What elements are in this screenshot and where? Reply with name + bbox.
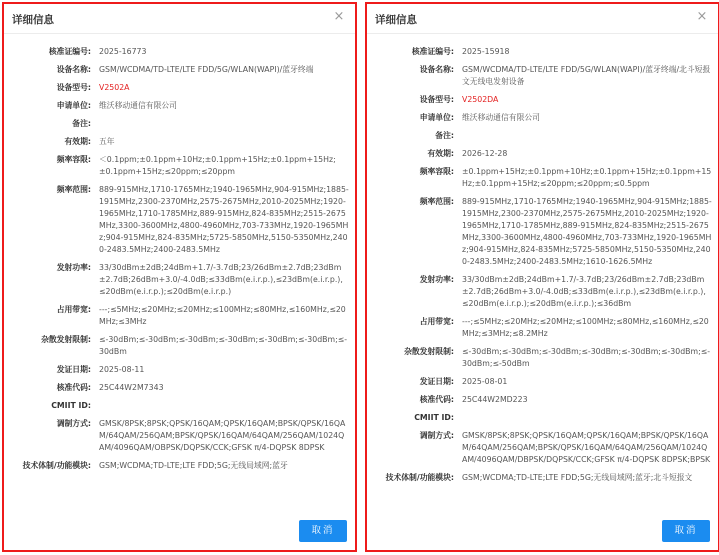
field-label: CMIIT ID: [51, 401, 91, 410]
detail-row [367, 148, 718, 160]
dialog-footer [367, 512, 718, 550]
detail-row [367, 346, 718, 370]
detail-row [367, 94, 718, 106]
dialog-title: 详细信息 [375, 14, 417, 26]
field-label: 技术体制/功能模块: [385, 473, 454, 482]
field-value: 889-915MHz,1710-1765MHz;1940-1965MHz,904-915MHz;1885-1915MHz,2300-2370MHz,2575-2675MHz,2010-2025MHz;1920-1965MHz,1710-1785MHz,889-915MHz,824-835MHz;2515-2675MHz,3300-3600MHz,4800-4960MHz,703-733MHz,1920-1965MHz;904-915MHz,824-835MHz;5725-5850MHz,5150-5350MHz,2400-2483.5MHz;2400-2483.5MHz;1610-1626.5MHz [462, 197, 712, 266]
field-label: 发射功率: [419, 275, 454, 284]
detail-row [4, 100, 355, 112]
detail-row [367, 472, 718, 484]
field-value: GSM/WCDMA/TD-LTE/LTE FDD/5G/WLAN(WAPI)/蓝牙终端/北斗短报文无线电发射设备 [462, 65, 711, 86]
detail-row [4, 382, 355, 394]
detail-row [367, 196, 718, 268]
field-label: 杂散发射限制: [41, 335, 91, 344]
field-value: ＜0.1ppm;±0.1ppm+10Hz;±0.1ppm+15Hz;±0.1ppm+15Hz;±0.1ppm+15Hz;≤20ppm;≤20ppm [99, 155, 336, 176]
field-label: 调制方式: [419, 431, 454, 440]
field-label: 申请单位: [419, 113, 454, 122]
field-label: 备注: [435, 131, 454, 140]
field-label: 发证日期: [419, 377, 454, 386]
field-label: 发证日期: [56, 365, 91, 374]
cancel-button[interactable]: 取消 [662, 520, 710, 542]
detail-row [367, 274, 718, 310]
field-label: 设备名称: [56, 65, 91, 74]
detail-rows [367, 46, 718, 490]
field-value: 维沃移动通信有限公司 [462, 113, 540, 122]
field-value: GMSK/8PSK;8PSK;QPSK/16QAM;QPSK/16QAM;BPSK/QPSK/16QAM/64QAM/256QAM;BPSK/QPSK/16QAM/64QAM/256QAM/1024QAM/4096QAM/DBPSK/DQPSK/CCK;GFSK π/4-DQPSK 8DPSK;BPSK [462, 431, 711, 464]
detail-row [367, 412, 718, 424]
detail-row [4, 64, 355, 76]
detail-row [4, 334, 355, 358]
field-label: 核准代码: [56, 383, 91, 392]
field-value: 2025-08-01 [462, 377, 508, 386]
detail-row [367, 130, 718, 142]
detail-row [4, 262, 355, 298]
field-value: V2502DA [462, 95, 499, 104]
field-label: 频率容限: [419, 167, 454, 176]
detail-row [4, 118, 355, 130]
field-value: 2025-08-11 [99, 365, 145, 374]
field-label: 有效期: [427, 149, 454, 158]
cancel-button[interactable]: 取消 [299, 520, 347, 542]
detail-row [4, 304, 355, 328]
field-label: 设备名称: [419, 65, 454, 74]
detail-dialog-left [2, 2, 357, 552]
field-label: 备注: [72, 119, 91, 128]
field-value: ---;≤5MHz;≤20MHz;≤20MHz;≤100MHz;≤80MHz,≤160MHz,≤20MHz;≤3MHz;≤8.2MHz [462, 317, 709, 338]
field-label: 调制方式: [56, 419, 91, 428]
field-value: 维沃移动通信有限公司 [99, 101, 177, 110]
field-label: 技术体制/功能模块: [22, 461, 91, 470]
detail-row [4, 418, 355, 454]
detail-row [367, 64, 718, 88]
field-value: 33/30dBm±2dB;24dBm+1.7/-3.7dB;23/26dBm±2.7dB;23dBm±2.7dB;26dBm+3.0/-4.0dB;≤33dBm(e.i.r.p.),≤23dBm(e.i.r.p.),≤20dBm(e.i.r.p.);≤20dBm(e.i.r.p.);≤36dBm [462, 275, 706, 308]
field-value [99, 400, 349, 412]
close-icon[interactable]: × [696, 9, 708, 24]
field-value: 2025-15918 [462, 47, 510, 56]
detail-row [367, 376, 718, 388]
field-label: CMIIT ID: [414, 413, 454, 422]
field-label: 有效期: [64, 137, 91, 146]
field-value [462, 412, 712, 424]
detail-row [4, 364, 355, 376]
dialog-header [4, 4, 355, 34]
detail-row [4, 154, 355, 178]
detail-dialog-right [365, 2, 719, 552]
field-label: 频率容限: [56, 155, 91, 164]
field-label: 核准代码: [419, 395, 454, 404]
field-value: GSM;WCDMA;TD-LTE;LTE FDD;5G;无线局域网;蓝牙 [99, 461, 288, 470]
field-value: ≤-30dBm;≤-30dBm;≤-30dBm;≤-30dBm;≤-30dBm;≤-30dBm;≤-30dBm;≤-50dBm [462, 347, 711, 368]
field-label: 占用带宽: [419, 317, 454, 326]
close-icon[interactable]: × [333, 9, 345, 24]
detail-row [4, 136, 355, 148]
field-value: ±0.1ppm+15Hz;±0.1ppm+10Hz;±0.1ppm+15Hz;±0.1ppm+15Hz;±0.1ppm+15Hz;≤20ppm;≤20ppm;≤0.5ppm [462, 167, 712, 188]
detail-row [4, 46, 355, 58]
field-value: ---;≤5MHz;≤20MHz;≤20MHz;≤100MHz;≤80MHz,≤160MHz,≤20MHz;≤3MHz [99, 305, 346, 326]
field-label: 发射功率: [56, 263, 91, 272]
field-value: 五年 [99, 137, 115, 146]
field-value: 33/30dBm±2dB;24dBm+1.7/-3.7dB;23/26dBm±2.7dB;23dBm±2.7dB;26dBm+3.0/-4.0dB;≤33dBm(e.i.r.p.),≤23dBm(e.i.r.p.),≤20dBm(e.i.r.p.);≤20dBm(e.i.r.p.) [99, 263, 343, 296]
field-label: 频率范围: [419, 197, 454, 206]
detail-rows [4, 46, 355, 478]
field-label: 设备型号: [419, 95, 454, 104]
detail-row [367, 430, 718, 466]
detail-row [4, 82, 355, 94]
detail-row [367, 166, 718, 190]
detail-row [367, 112, 718, 124]
detail-row [4, 460, 355, 472]
detail-row [367, 394, 718, 406]
field-value: GMSK/8PSK;8PSK;QPSK/16QAM;QPSK/16QAM;BPSK/QPSK/16QAM/64QAM/256QAM;BPSK/QPSK/16QAM/64QAM/256QAM/1024QAM/4096QAM/OBPSK/DQPSK/CCK;GFSK π/4-DQPSK 8DPSK [99, 419, 346, 452]
field-label: 频率范围: [56, 185, 91, 194]
field-value: GSM/WCDMA/TD-LTE/LTE FDD/5G/WLAN(WAPI)/蓝牙终端 [99, 65, 314, 74]
field-value: 25C44W2M7343 [99, 383, 164, 392]
field-value [99, 118, 349, 130]
field-label: 设备型号: [56, 83, 91, 92]
field-value: V2502A [99, 83, 130, 92]
field-value [462, 130, 712, 142]
detail-row [4, 400, 355, 412]
field-label: 杂散发射限制: [404, 347, 454, 356]
dialog-title: 详细信息 [12, 14, 54, 26]
detail-row [4, 184, 355, 256]
field-label: 占用带宽: [56, 305, 91, 314]
field-value: GSM;WCDMA;TD-LTE;LTE FDD;5G;无线局域网;蓝牙;北斗短报文 [462, 473, 693, 482]
field-label: 核准证编号: [48, 47, 91, 56]
field-value: 889-915MHz,1710-1765MHz;1940-1965MHz,904-915MHz;1885-1915MHz,2300-2370MHz,2575-2675MHz,2010-2025MHz;1920-1965MHz,1710-1785MHz,889-915MHz,824-835MHz;2515-2675MHz,3300-3600MHz,4800-4960MHz,703-733MHz,1920-1965MHz;904-915MHz,824-835MHz;5725-5850MHz,5150-5350MHz,2400-2483.5MHz;2400-2483.5MHz [99, 185, 349, 254]
detail-row [367, 316, 718, 340]
field-value: ≤-30dBm;≤-30dBm;≤-30dBm;≤-30dBm;≤-30dBm;≤-30dBm;≤-30dBm [99, 335, 348, 356]
field-value: 25C44W2MD223 [462, 395, 528, 404]
dialog-header [367, 4, 718, 34]
field-value: 2026-12-28 [462, 149, 508, 158]
field-label: 申请单位: [56, 101, 91, 110]
detail-row [367, 46, 718, 58]
field-value: 2025-16773 [99, 47, 147, 56]
dialog-footer [4, 512, 355, 550]
field-label: 核准证编号: [411, 47, 454, 56]
